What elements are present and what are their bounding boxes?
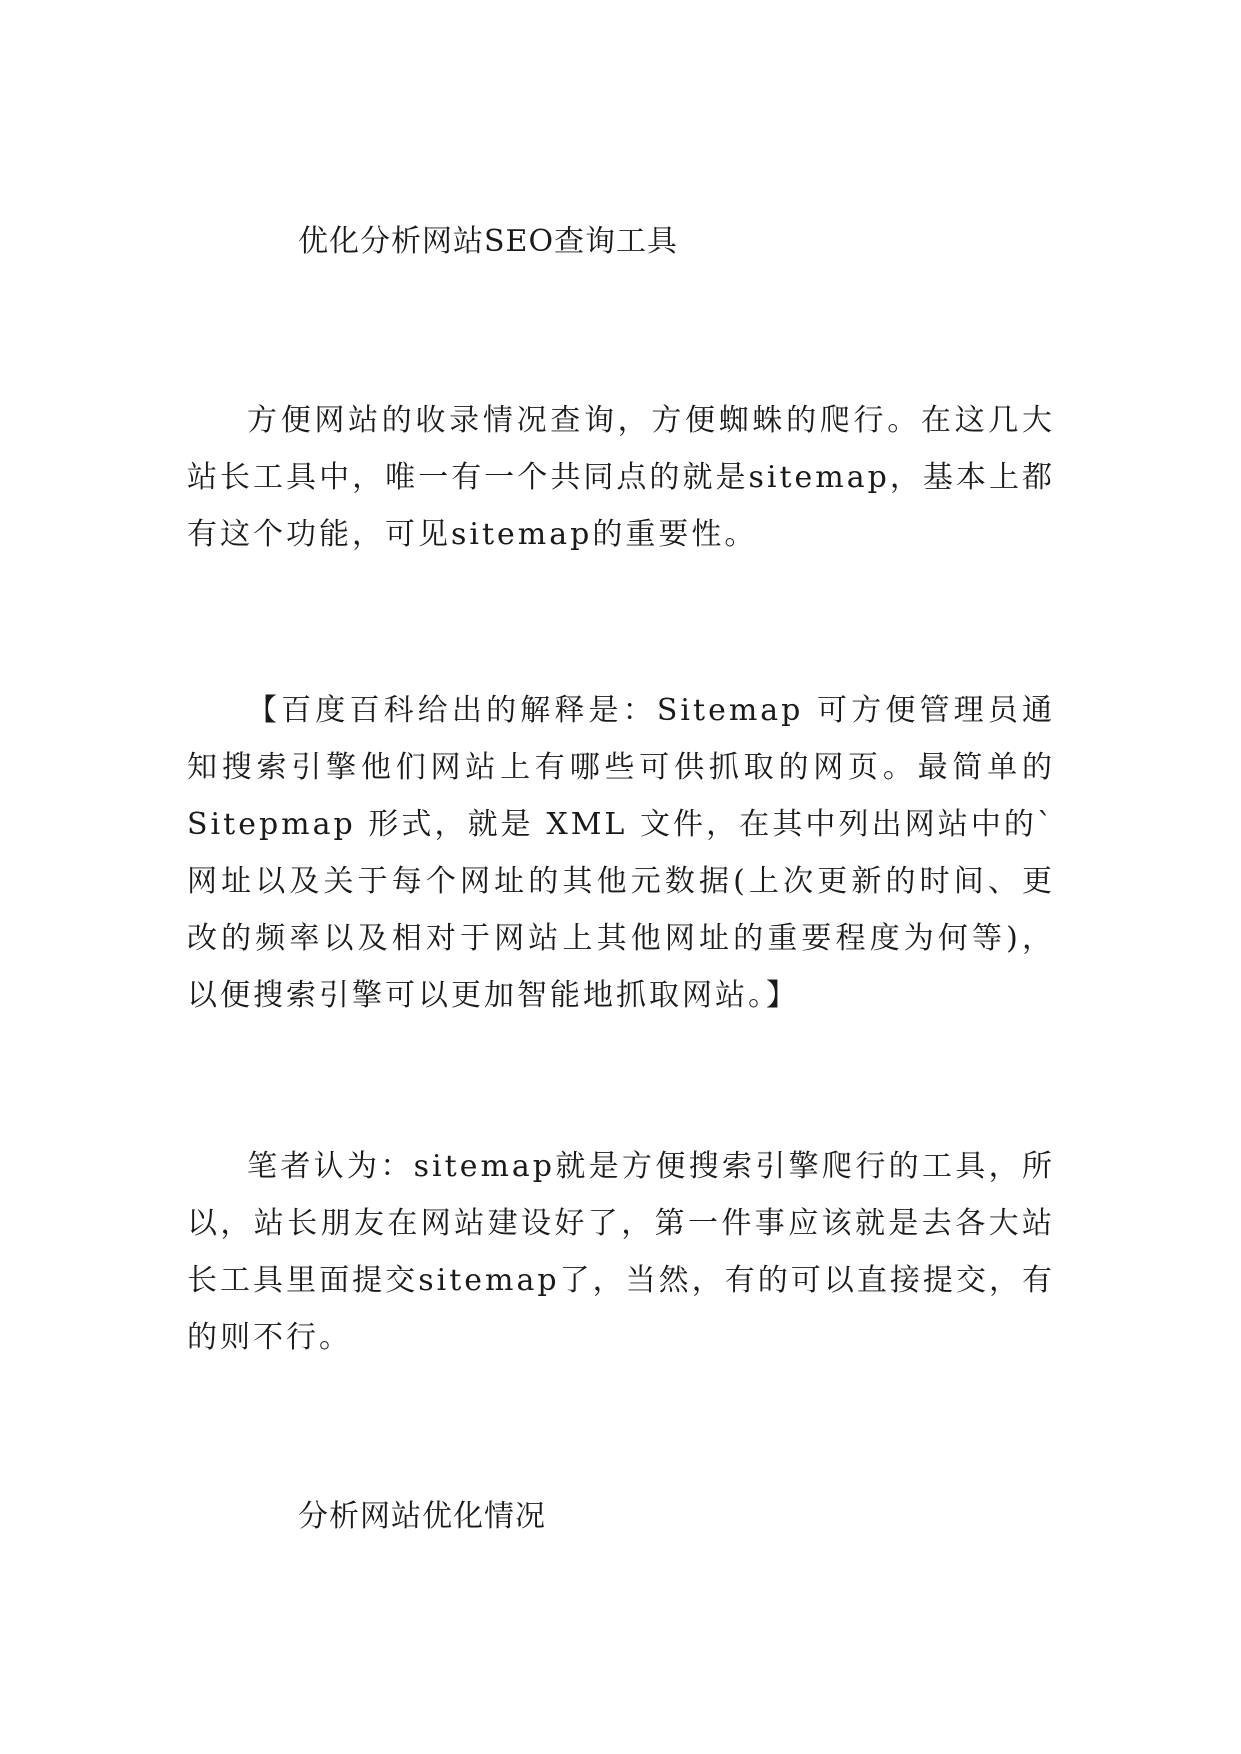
paragraph-author-opinion: 笔者认为：sitemap就是方便搜索引擎爬行的工具，所以，站长朋友在网站建设好了，第一件事应该就是去各大站长工具里面提交sitemap了，当然，有的可以直接提交，有的则不行。 <box>187 1149 1055 1355</box>
section-heading-seo-tools: 优化分析网站SEO查询工具 <box>298 224 679 259</box>
paragraph-sitemap-intro: 方便网站的收录情况查询，方便蜘蛛的爬行。在这几大站长工具中，唯一有一个共同点的就是sitemap，基本上都有这个功能，可见sitemap的重要性。 <box>187 403 1055 552</box>
paragraph-baike-definition: 【百度百科给出的解释是：Sitemap 可方便管理员通知搜索引擎他们网站上有哪些可供抓取的网页。最简单的 Sitepmap 形式，就是 XML 文件，在其中列出网站中的`网址以及关于每个网址的其他元数据(上次更新的时间、更改的频率以及相对于网站上其他网址的重要程度为何等)，以便搜索引擎可以更加智能地抓取网站。】 <box>187 693 1055 1013</box>
section-heading-optimization-analysis: 分析网站优化情况 <box>298 1499 546 1534</box>
